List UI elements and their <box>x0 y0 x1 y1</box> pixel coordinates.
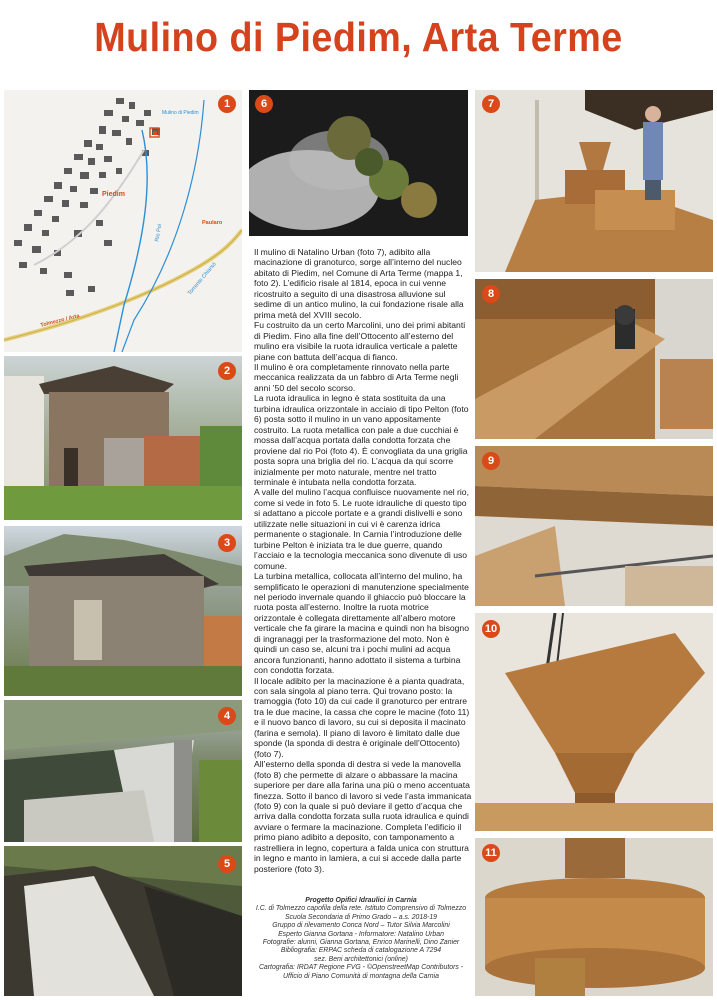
photo-10-hopper <box>475 613 713 831</box>
photo-8-crank <box>475 279 713 439</box>
photo-6-pelton-turbine <box>249 90 468 236</box>
map-label-tolmezzo: Tolmezzo / Arta <box>39 313 81 329</box>
paragraph-4: La ruota idraulica in legno è stata sostituita da una turbina idraulica orizzontale in acciaio di tipo Pelton (foto 6) posta sotto il mulino in un vano appositamente costruito. La ruota metallica con pale a due cucchiai è mossa dall’acqua portata dalla condotta forzata che proviene dal rio Poi (foto 4). È convogliata da una griglia posta sopra una briglia del rio. L’acqua da qui scorre inizialmente per moto naturale, mentre nel tratto terminale è intubata nella condotta forzata. <box>254 393 469 487</box>
credits-line: Esperto Gianna Gortana - Informatore: Natalino Urban <box>278 930 444 938</box>
photo-2-mill-house <box>4 356 242 520</box>
map-photo-1 <box>4 90 242 352</box>
photo-badge-10: 10 <box>482 620 500 638</box>
photo-9-lever <box>475 446 713 606</box>
photo-badge-7: 7 <box>482 95 500 113</box>
paragraph-5: A valle del mulino l’acqua confluisce nuovamente nel rio, come si vede in foto 5. Le ruote idrauliche di questo tipo si adattano a piccole portate e a grandi dislivelli e sono utilizzate nelle situazioni in cui vi è carenza idrica permanente o stagionale. In Carnia l’introduzione delle turbine Pelton è iniziata tra le due guerre, quando l’acciaio e la tecnologia meccanica sono divenute di uso comune. <box>254 487 469 571</box>
photo-badge-11: 11 <box>482 844 500 862</box>
map-label-piedim: Piedim <box>102 191 125 198</box>
credits-line: Bibliografia: ERPAC scheda di catalogazione A 7294 <box>280 947 442 955</box>
photo-badge-6: 6 <box>255 95 273 113</box>
photo-badge-8: 8 <box>482 285 500 303</box>
credits-line: Scuola Secondaria di Primo Grado – a.s. 2018-19 <box>284 913 438 921</box>
credits-line: Gruppo di rilevamento Conca Nord – Tutor Silvia Marcolini <box>272 922 450 930</box>
photo-7-miller-interior <box>475 90 713 272</box>
photo-3-storage-building <box>4 526 242 696</box>
photo-badge-3: 3 <box>218 534 236 552</box>
photo-4-penstock <box>4 700 242 842</box>
paragraph-7: Il locale adibito per la macinazione è a pianta quadrata, con sala singola al piano terra. Qui trovano posto: la tramoggia (foto 10) da cui cade il granoturco per entrare tra le due macine, la cassa che copre le macine (foto 11) e il nuovo banco di lavoro, su cui si deposita il macinato (farina e semola). Il piano di lavoro è limitato dalle due sponde (la sponda di destra è originale dell’Ottocento) (foto 7). <box>254 675 470 759</box>
map-label-paularo: Paularo <box>202 220 223 226</box>
photo-11-millstone-case <box>475 838 713 996</box>
credits-line: Fotografie: alunni, Gianna Gortana, Enrico Marinelli, Dino Zanier <box>262 939 460 947</box>
photo-badge-1: 1 <box>218 95 236 113</box>
credits-project: Progetto Opifici Idraulici in Carnia <box>305 897 417 904</box>
map-label-torrente: Torrente Chiarsò <box>186 261 218 297</box>
paragraph-6: La turbina metallica, collocata all’interno del mulino, ha semplificato le operazioni di manutenzione specialmente nel periodo invernale quando il ghiaccio può bloccare la ruota posta all’esterno. Inoltre la ruota motrice orizzontale è collegata direttamente all’albero motore verticale che fa girare la macina e quindi non ha bisogno di ingranaggi per la trasformazione del moto. Non è quindi un caso se, alcuni tra i pochi mulini ad acqua ancora funzionanti, hanno adottato il sistema a turbina con condotta forzata. <box>254 571 469 676</box>
photo-badge-9: 9 <box>482 452 500 470</box>
credits-line: Cartografia: IRDAT Regione FVG - ©OpenstreetMap Contributors - <box>258 964 464 972</box>
photo-badge-4: 4 <box>218 707 236 725</box>
paragraph-3: Il mulino è ora completamente rinnovato nella parte meccanica realizzata da un fabbro di Arta Terme negli anni ’50 del secolo scorso. <box>254 361 459 393</box>
photo-badge-2: 2 <box>218 362 236 380</box>
paragraph-8: All’esterno della sponda di destra si vede la manovella (foto 8) che permette di alzare o abbassare la macina superiore per dare alla farina una più o meno accentuata finezza. Sotto il banco di lavoro si vede l’asta immanicata (foto 9) con la quale si può deviare il getto d’acqua che arriva dalla condotta forzata sulla ruota idraulica e quindi avviare o fermare la macinazione. Completa l’edificio il primo piano adibito a deposito, con tamponamento a rastrelliera in legno, copertura a falda unica con struttura in legno e manto in lamiera, a cui si accede dalla parte posteriore (foto 3). <box>254 759 472 874</box>
paragraph-1: Il mulino di Natalino Urban (foto 7), adibito alla macinazione di granoturco, sorge all’interno del nucleo abitato di Piedim, nel Comune di Arta Terme (mappa 1, foto 2). L’edificio risale al 1814, epoca in cui venne ricostruito a seguito di una disastrosa alluvione sul sedime di un antico mulino, la cui fondazione risale alla prima metà del XVIII secolo. <box>254 247 464 320</box>
photo-badge-5: 5 <box>218 855 236 873</box>
photo-5-stream <box>4 846 242 996</box>
credits-line: sez. Beni architettonici (online) <box>314 955 408 963</box>
page-title: Mulino di Piedim, Arta Terme <box>94 14 623 60</box>
paragraph-2: Fu costruito da un certo Marcolini, uno dei primi abitanti di Piedim. Fino alla fine dell’Ottocento all’esterno del mulino era visibile la ruota idraulica verticale a palette piane con battuta dell’acqua di fianco. <box>254 320 466 362</box>
body-text <box>254 247 472 874</box>
map-label-mulino: Mulino di Piedim <box>162 110 199 116</box>
credits <box>244 897 478 981</box>
credits-line: Ufficio di Piano Comunità di montagna della Carnia <box>283 972 439 980</box>
credits-line: I.C. di Tolmezzo capofila della rete. Istituto Comprensivo di Tolmezzo <box>255 905 467 913</box>
map-label-rio-poi: Rio Poi <box>154 223 164 243</box>
